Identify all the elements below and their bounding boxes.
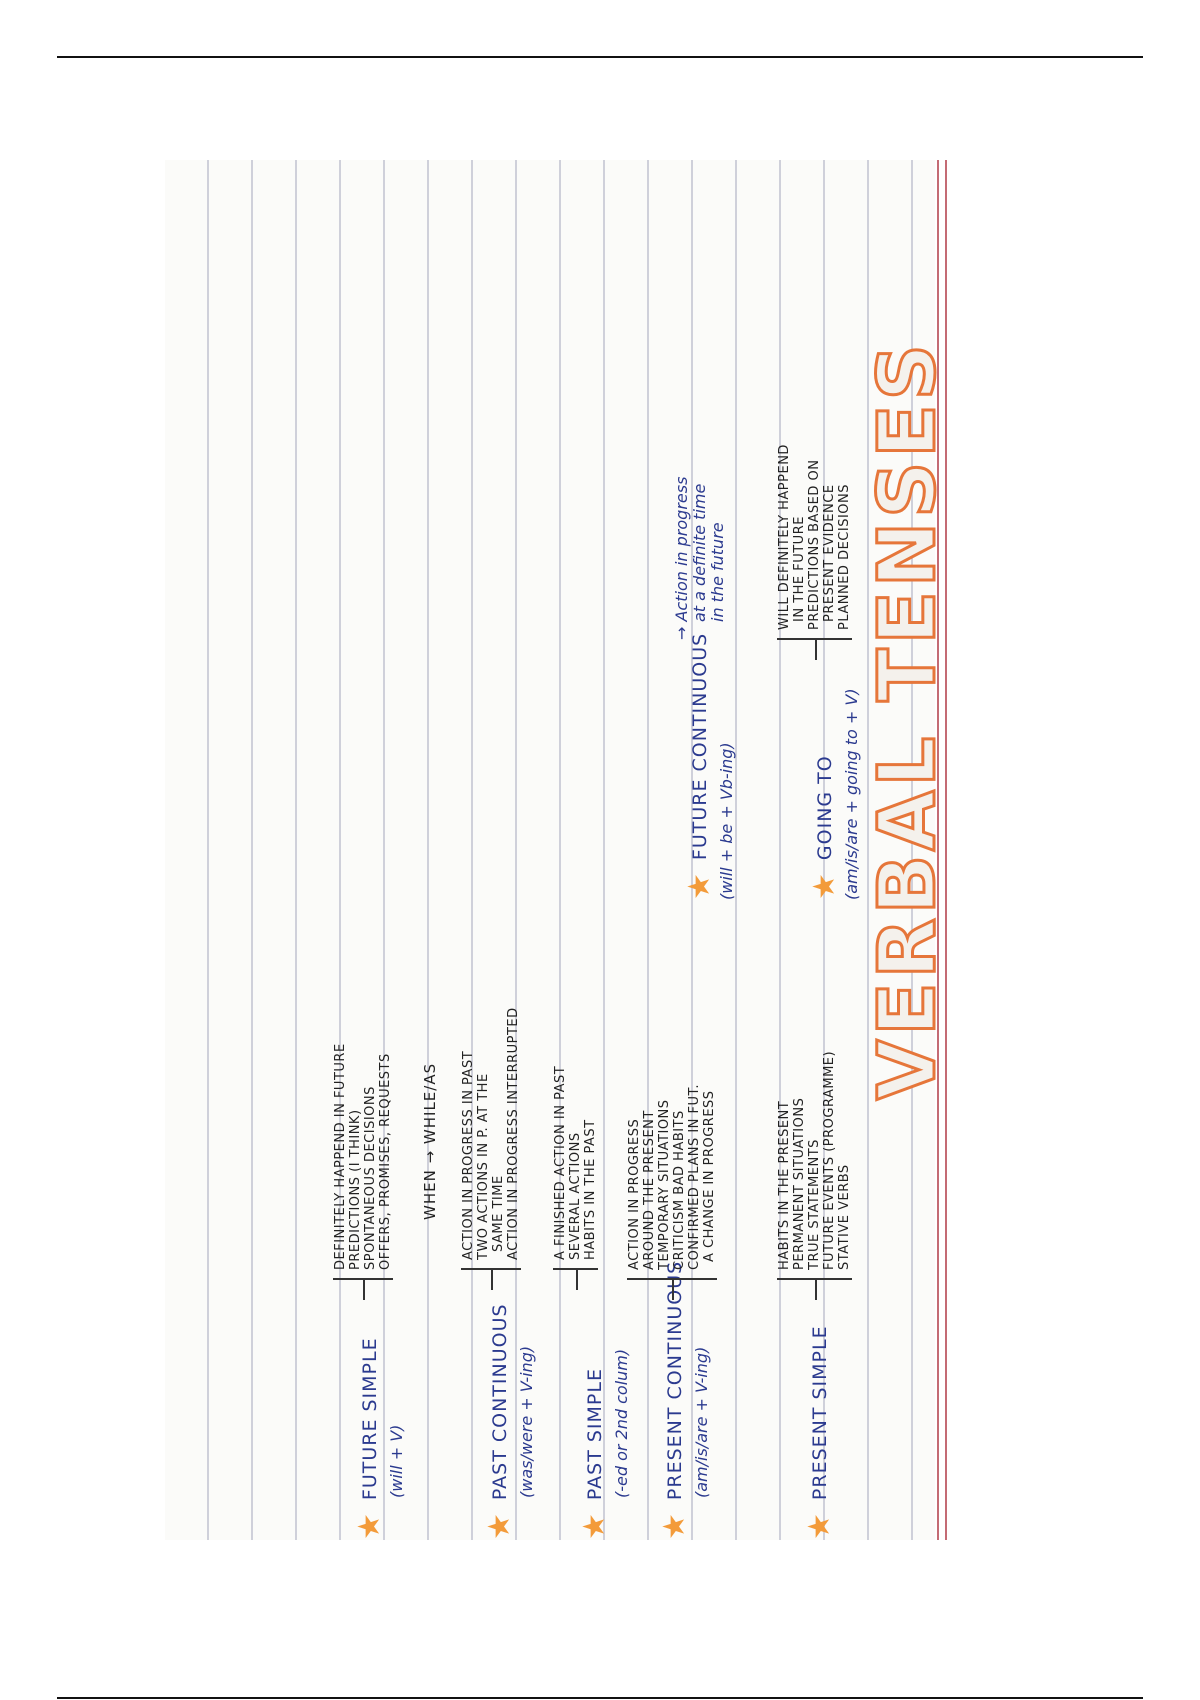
list-item: AROUND THE PRESENT bbox=[642, 1110, 657, 1270]
section-past-simple bbox=[577, 1348, 631, 1540]
list-item: HABITS IN THE PAST bbox=[583, 1119, 598, 1260]
list-item: IN THE FUTURE bbox=[792, 516, 807, 622]
section-future-continuous bbox=[682, 632, 736, 900]
list-item: DEFINITELY HAPPEND IN FUTURE bbox=[333, 1043, 348, 1270]
list-item: ACTION IN PROGRESS bbox=[627, 1118, 642, 1270]
section-formula: (am/is/are + V-ing) bbox=[692, 1346, 711, 1498]
section-heading: PRESENT CONTINUOUS bbox=[664, 1260, 686, 1501]
list-item: A CHANGE IN PROGRESS bbox=[702, 1090, 717, 1262]
list-item: SEVERAL ACTIONS bbox=[568, 1132, 583, 1260]
star-icon: ★ bbox=[682, 872, 717, 900]
star-icon: ★ bbox=[807, 872, 842, 900]
list-item: STATIVE VERBS bbox=[837, 1164, 852, 1270]
section-formula: (am/is/are + going to + V) bbox=[842, 688, 861, 900]
section-heading: PRESENT SIMPLE bbox=[809, 1325, 831, 1501]
list-item: WILL DEFINITELY HAPPEND bbox=[777, 444, 792, 630]
when-while-note: WHEN → WHILE/AS bbox=[421, 1062, 439, 1220]
list-item: TEMPORARY SITUATIONS bbox=[657, 1099, 672, 1270]
future-continuous-note bbox=[673, 477, 727, 640]
note-line: → Action in progress bbox=[672, 476, 691, 640]
list-item: PRESENT EVIDENCE bbox=[822, 484, 837, 622]
notebook-page bbox=[165, 160, 953, 1540]
section-heading: PAST CONTINUOUS bbox=[489, 1303, 511, 1501]
note-line: at a definite time bbox=[690, 483, 709, 622]
list-item: FUTURE EVENTS (PROGRAMME) bbox=[822, 1050, 837, 1270]
note-line: in the future bbox=[708, 522, 727, 622]
section-formula: (was/were + V-ing) bbox=[517, 1345, 536, 1498]
present-continuous-uses bbox=[627, 1084, 717, 1280]
past-simple-uses bbox=[553, 1066, 598, 1270]
list-item: SAME TIME bbox=[491, 1175, 506, 1252]
top-rule bbox=[57, 56, 1143, 58]
list-item: ACTION IN PROGRESS IN PAST bbox=[461, 1050, 476, 1260]
section-formula: (will + be + Vb-ing) bbox=[717, 742, 736, 900]
past-continuous-uses bbox=[461, 1007, 521, 1270]
list-item: PLANNED DECISIONS bbox=[837, 483, 852, 630]
list-item: HABITS IN THE PRESENT bbox=[777, 1100, 792, 1270]
section-formula: (will + V) bbox=[387, 1424, 406, 1498]
list-item: CRITICISM BAD HABITS bbox=[672, 1110, 687, 1270]
section-future-simple bbox=[352, 1337, 406, 1540]
section-heading: PAST SIMPLE bbox=[584, 1368, 606, 1501]
bottom-rule bbox=[57, 1697, 1143, 1699]
list-item: TRUE STATEMENTS bbox=[807, 1139, 822, 1270]
section-heading: FUTURE CONTINUOUS bbox=[689, 632, 711, 861]
list-item: PREDICTIONS BASED ON bbox=[807, 459, 822, 630]
section-going-to bbox=[807, 688, 861, 900]
future-simple-uses bbox=[333, 1043, 393, 1280]
section-formula: (-ed or 2nd colum) bbox=[612, 1348, 631, 1498]
list-item: ACTION IN PROGRESS INTERRUPTED bbox=[506, 1007, 521, 1260]
list-item: TWO ACTIONS IN P. AT THE bbox=[476, 1073, 491, 1260]
star-icon: ★ bbox=[577, 1512, 612, 1540]
going-to-uses bbox=[777, 444, 852, 640]
page-title: VERBAL TENSES bbox=[863, 340, 953, 1100]
star-icon: ★ bbox=[802, 1512, 837, 1540]
star-icon: ★ bbox=[657, 1512, 692, 1540]
list-item: PERMANENT SITUATIONS bbox=[792, 1097, 807, 1270]
present-simple-uses bbox=[777, 1051, 852, 1280]
list-item: OFFERS, PROMISES, REQUESTS bbox=[378, 1053, 393, 1270]
section-heading: FUTURE SIMPLE bbox=[359, 1337, 381, 1501]
section-present-simple bbox=[802, 1325, 837, 1540]
star-icon: ★ bbox=[482, 1512, 517, 1540]
section-present-continuous bbox=[657, 1260, 711, 1540]
list-item: PREDICTIONS (I THINK) bbox=[348, 1109, 363, 1270]
section-heading: GOING TO bbox=[814, 755, 836, 861]
star-icon: ★ bbox=[352, 1512, 387, 1540]
list-item: CONFIRMED PLANS IN FUT. bbox=[687, 1083, 702, 1270]
section-past-continuous bbox=[482, 1303, 536, 1540]
list-item: SPONTANEOUS DECISIONS bbox=[363, 1086, 378, 1270]
list-item: A FINISHED ACTION IN PAST bbox=[553, 1065, 568, 1260]
